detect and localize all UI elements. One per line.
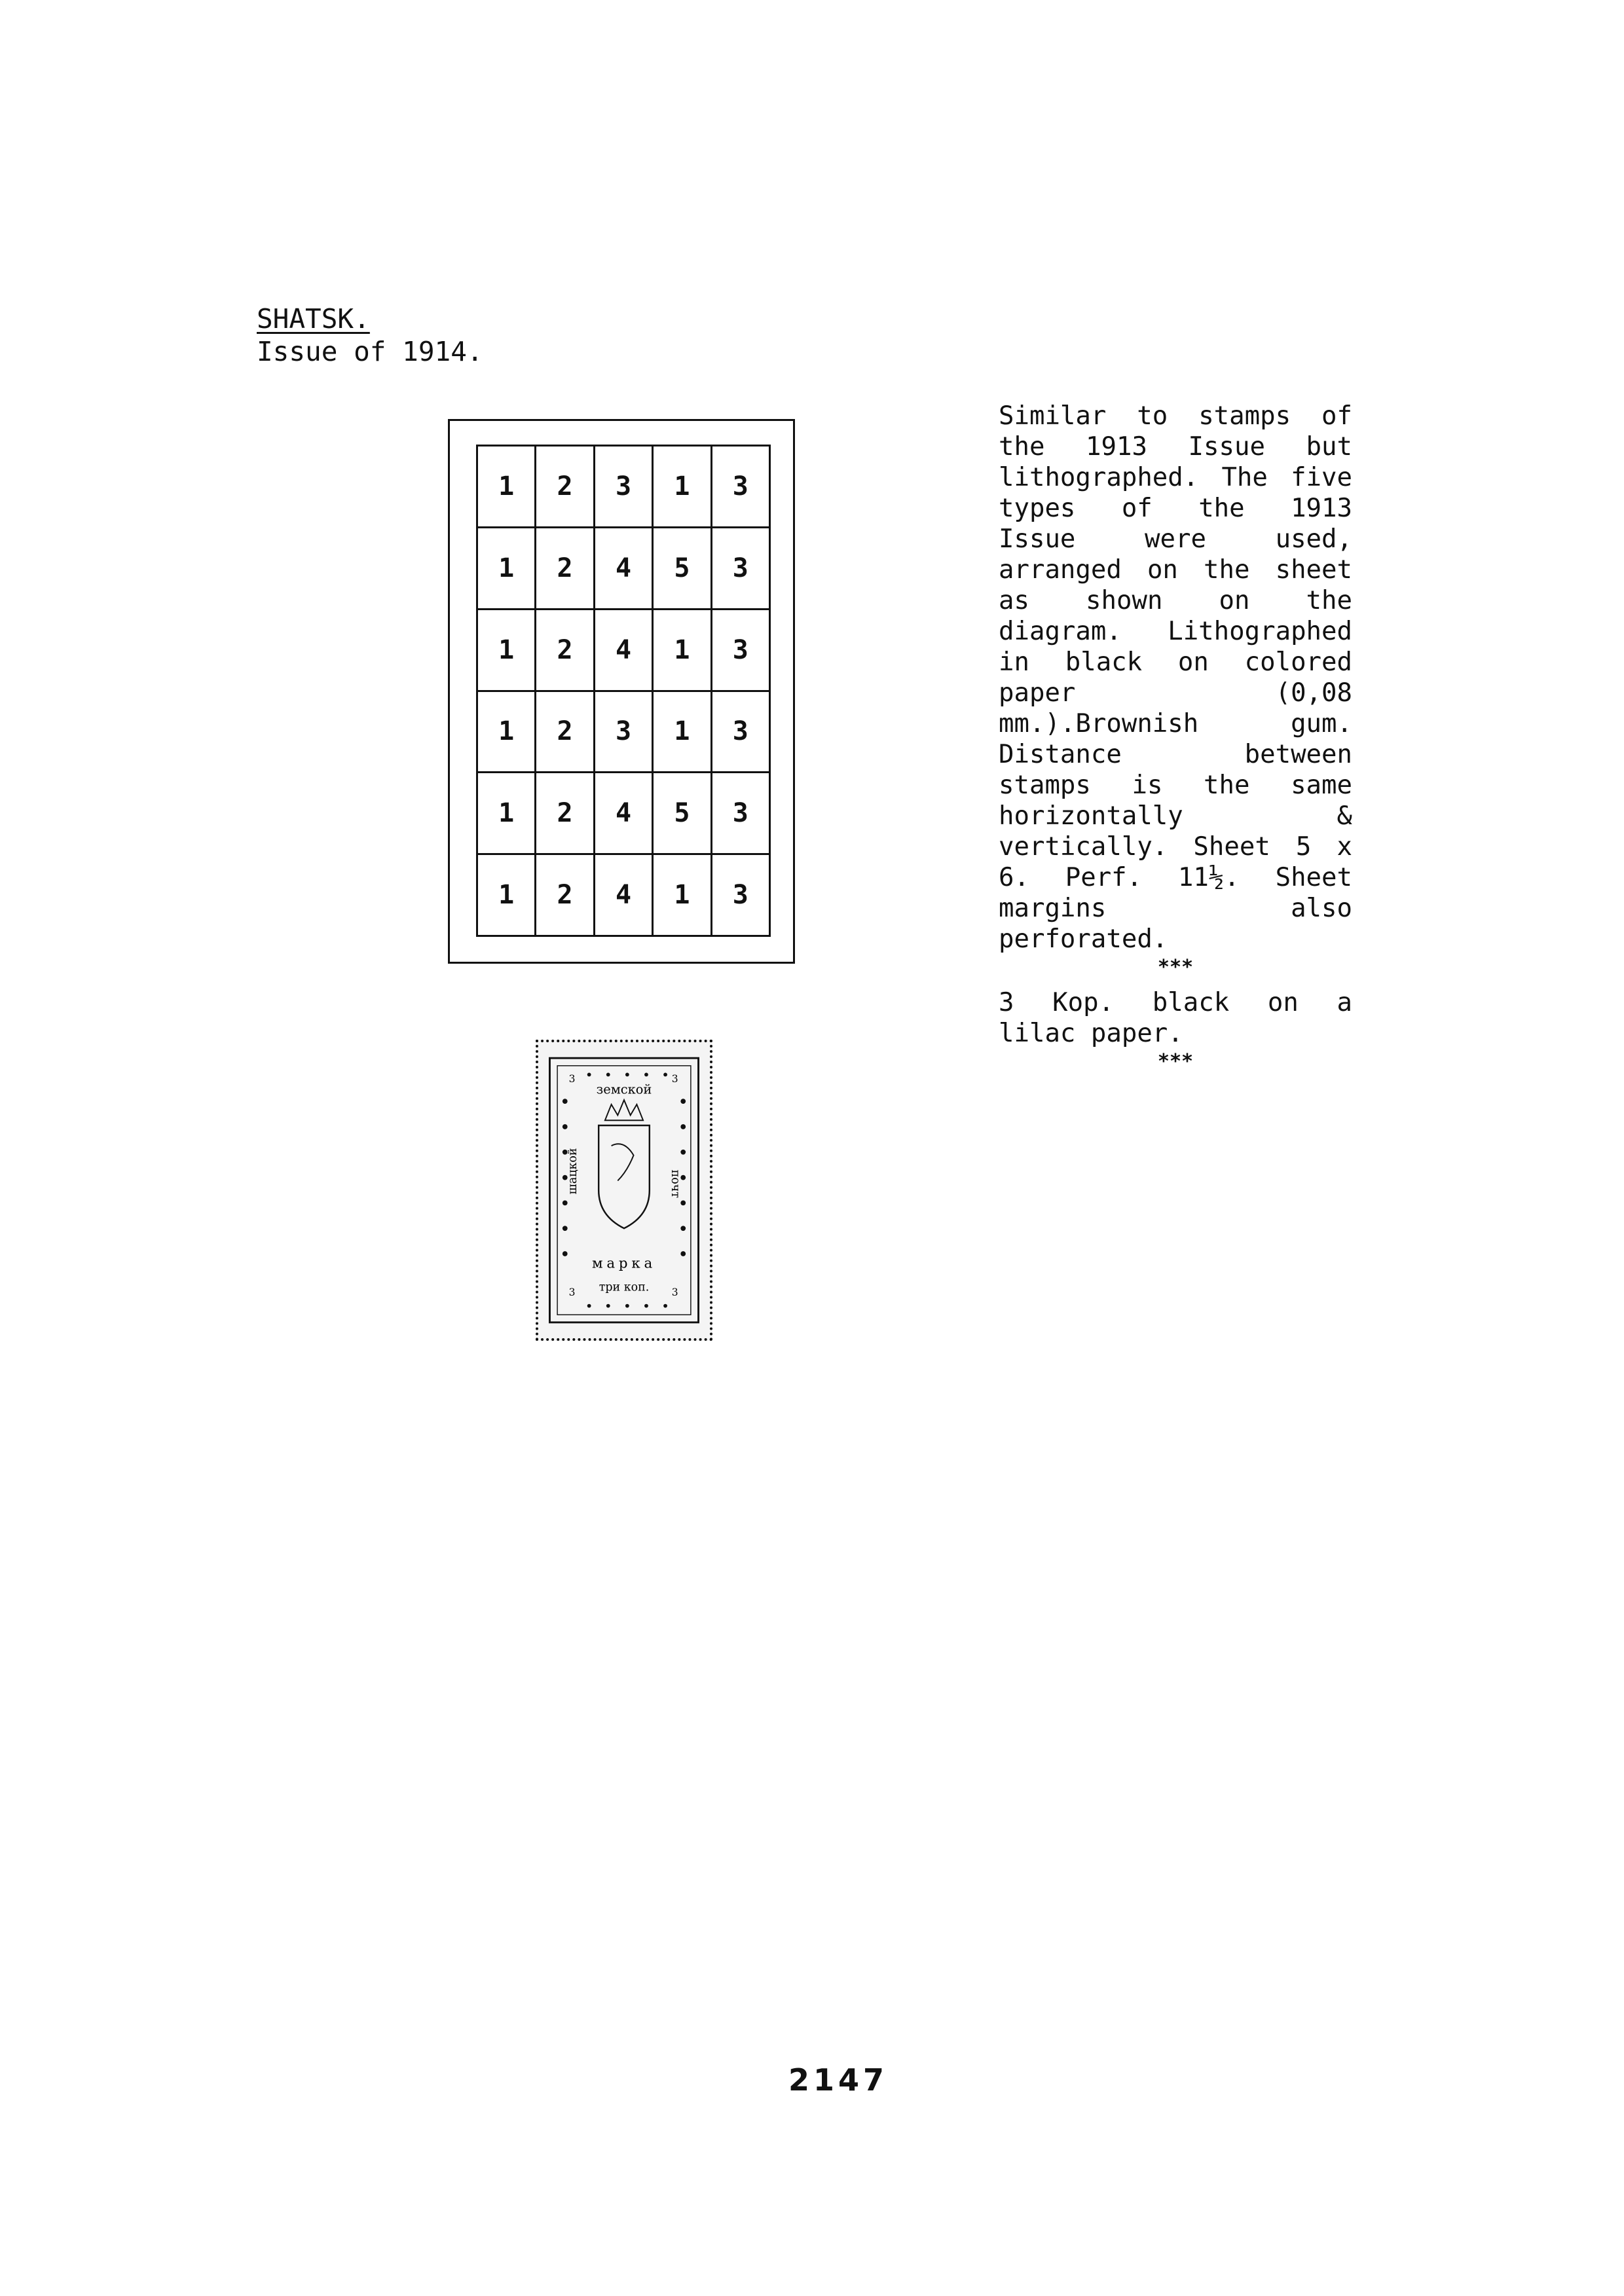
sheet-diagram xyxy=(448,419,795,964)
sheet-cell: 2 xyxy=(536,855,595,937)
sheet-cell: 3 xyxy=(595,446,654,528)
sheet-cell: 1 xyxy=(478,855,536,937)
stamp-corner-value: 3 xyxy=(568,1286,576,1299)
page-number: 2147 xyxy=(788,2062,889,2098)
sheet-cell: 1 xyxy=(654,446,712,528)
stamp-middle-text: марка xyxy=(591,1255,657,1272)
sheet-cell: 3 xyxy=(712,692,771,774)
stamp-right-text: почт xyxy=(668,1169,682,1198)
sheet-cell: 1 xyxy=(478,528,536,610)
sheet-cell: 1 xyxy=(478,446,536,528)
heading xyxy=(257,302,483,368)
stamp-value-text: три коп. xyxy=(599,1281,650,1294)
sheet-cell: 1 xyxy=(654,610,712,692)
stamp-corner-value: 3 xyxy=(568,1073,576,1085)
sheet-cell: 5 xyxy=(654,528,712,610)
sheet-cell: 3 xyxy=(712,855,771,937)
sheet-cell: 1 xyxy=(478,773,536,855)
stamp-corner-value: 3 xyxy=(671,1286,678,1299)
stamp-illustration xyxy=(536,1040,712,1341)
sheet-cell: 3 xyxy=(595,692,654,774)
sheet-cell: 2 xyxy=(536,528,595,610)
sheet-cell: 1 xyxy=(478,610,536,692)
separator-stars: *** xyxy=(1157,1050,1194,1073)
page-title: SHATSK. xyxy=(257,303,370,335)
stamp-left-text: шацкой xyxy=(566,1148,580,1195)
stamp-drawing xyxy=(538,1042,710,1338)
sheet-cell: 3 xyxy=(712,773,771,855)
sheet-cell: 4 xyxy=(595,610,654,692)
sheet-cell: 2 xyxy=(536,773,595,855)
description-block xyxy=(999,401,1352,1082)
stamp-top-text: земской xyxy=(596,1082,652,1097)
sheet-cell: 4 xyxy=(595,528,654,610)
sheet-cell: 5 xyxy=(654,773,712,855)
sheet-grid xyxy=(476,445,771,937)
sheet-cell: 3 xyxy=(712,446,771,528)
sheet-cell: 1 xyxy=(478,692,536,774)
sheet-cell: 4 xyxy=(595,773,654,855)
sheet-cell: 4 xyxy=(595,855,654,937)
sheet-cell: 3 xyxy=(712,610,771,692)
separator-stars: *** xyxy=(1157,956,1194,979)
stamp-corner-value: 3 xyxy=(671,1073,678,1085)
sheet-cell: 2 xyxy=(536,692,595,774)
issue-subtitle: Issue of 1914. xyxy=(257,336,483,367)
sheet-cell: 2 xyxy=(536,446,595,528)
description-paragraph: Similar to stamps of the 1913 Issue but lithographed. The five types of the 1913 Issue were used, arranged on the sheet as shown on the diagram. Lithographed in black on colored paper (0,08 mm.).Brownish gum. Distance between stamps is the same horizontally & vertically. Sheet 5 x 6. Perf. 11½. Sheet margins also perforated. xyxy=(999,401,1352,954)
sheet-cell: 1 xyxy=(654,855,712,937)
sheet-cell: 3 xyxy=(712,528,771,610)
variety-line: 3 Kop. black on a lilac paper. xyxy=(999,988,1352,1048)
sheet-cell: 1 xyxy=(654,692,712,774)
sheet-cell: 2 xyxy=(536,610,595,692)
